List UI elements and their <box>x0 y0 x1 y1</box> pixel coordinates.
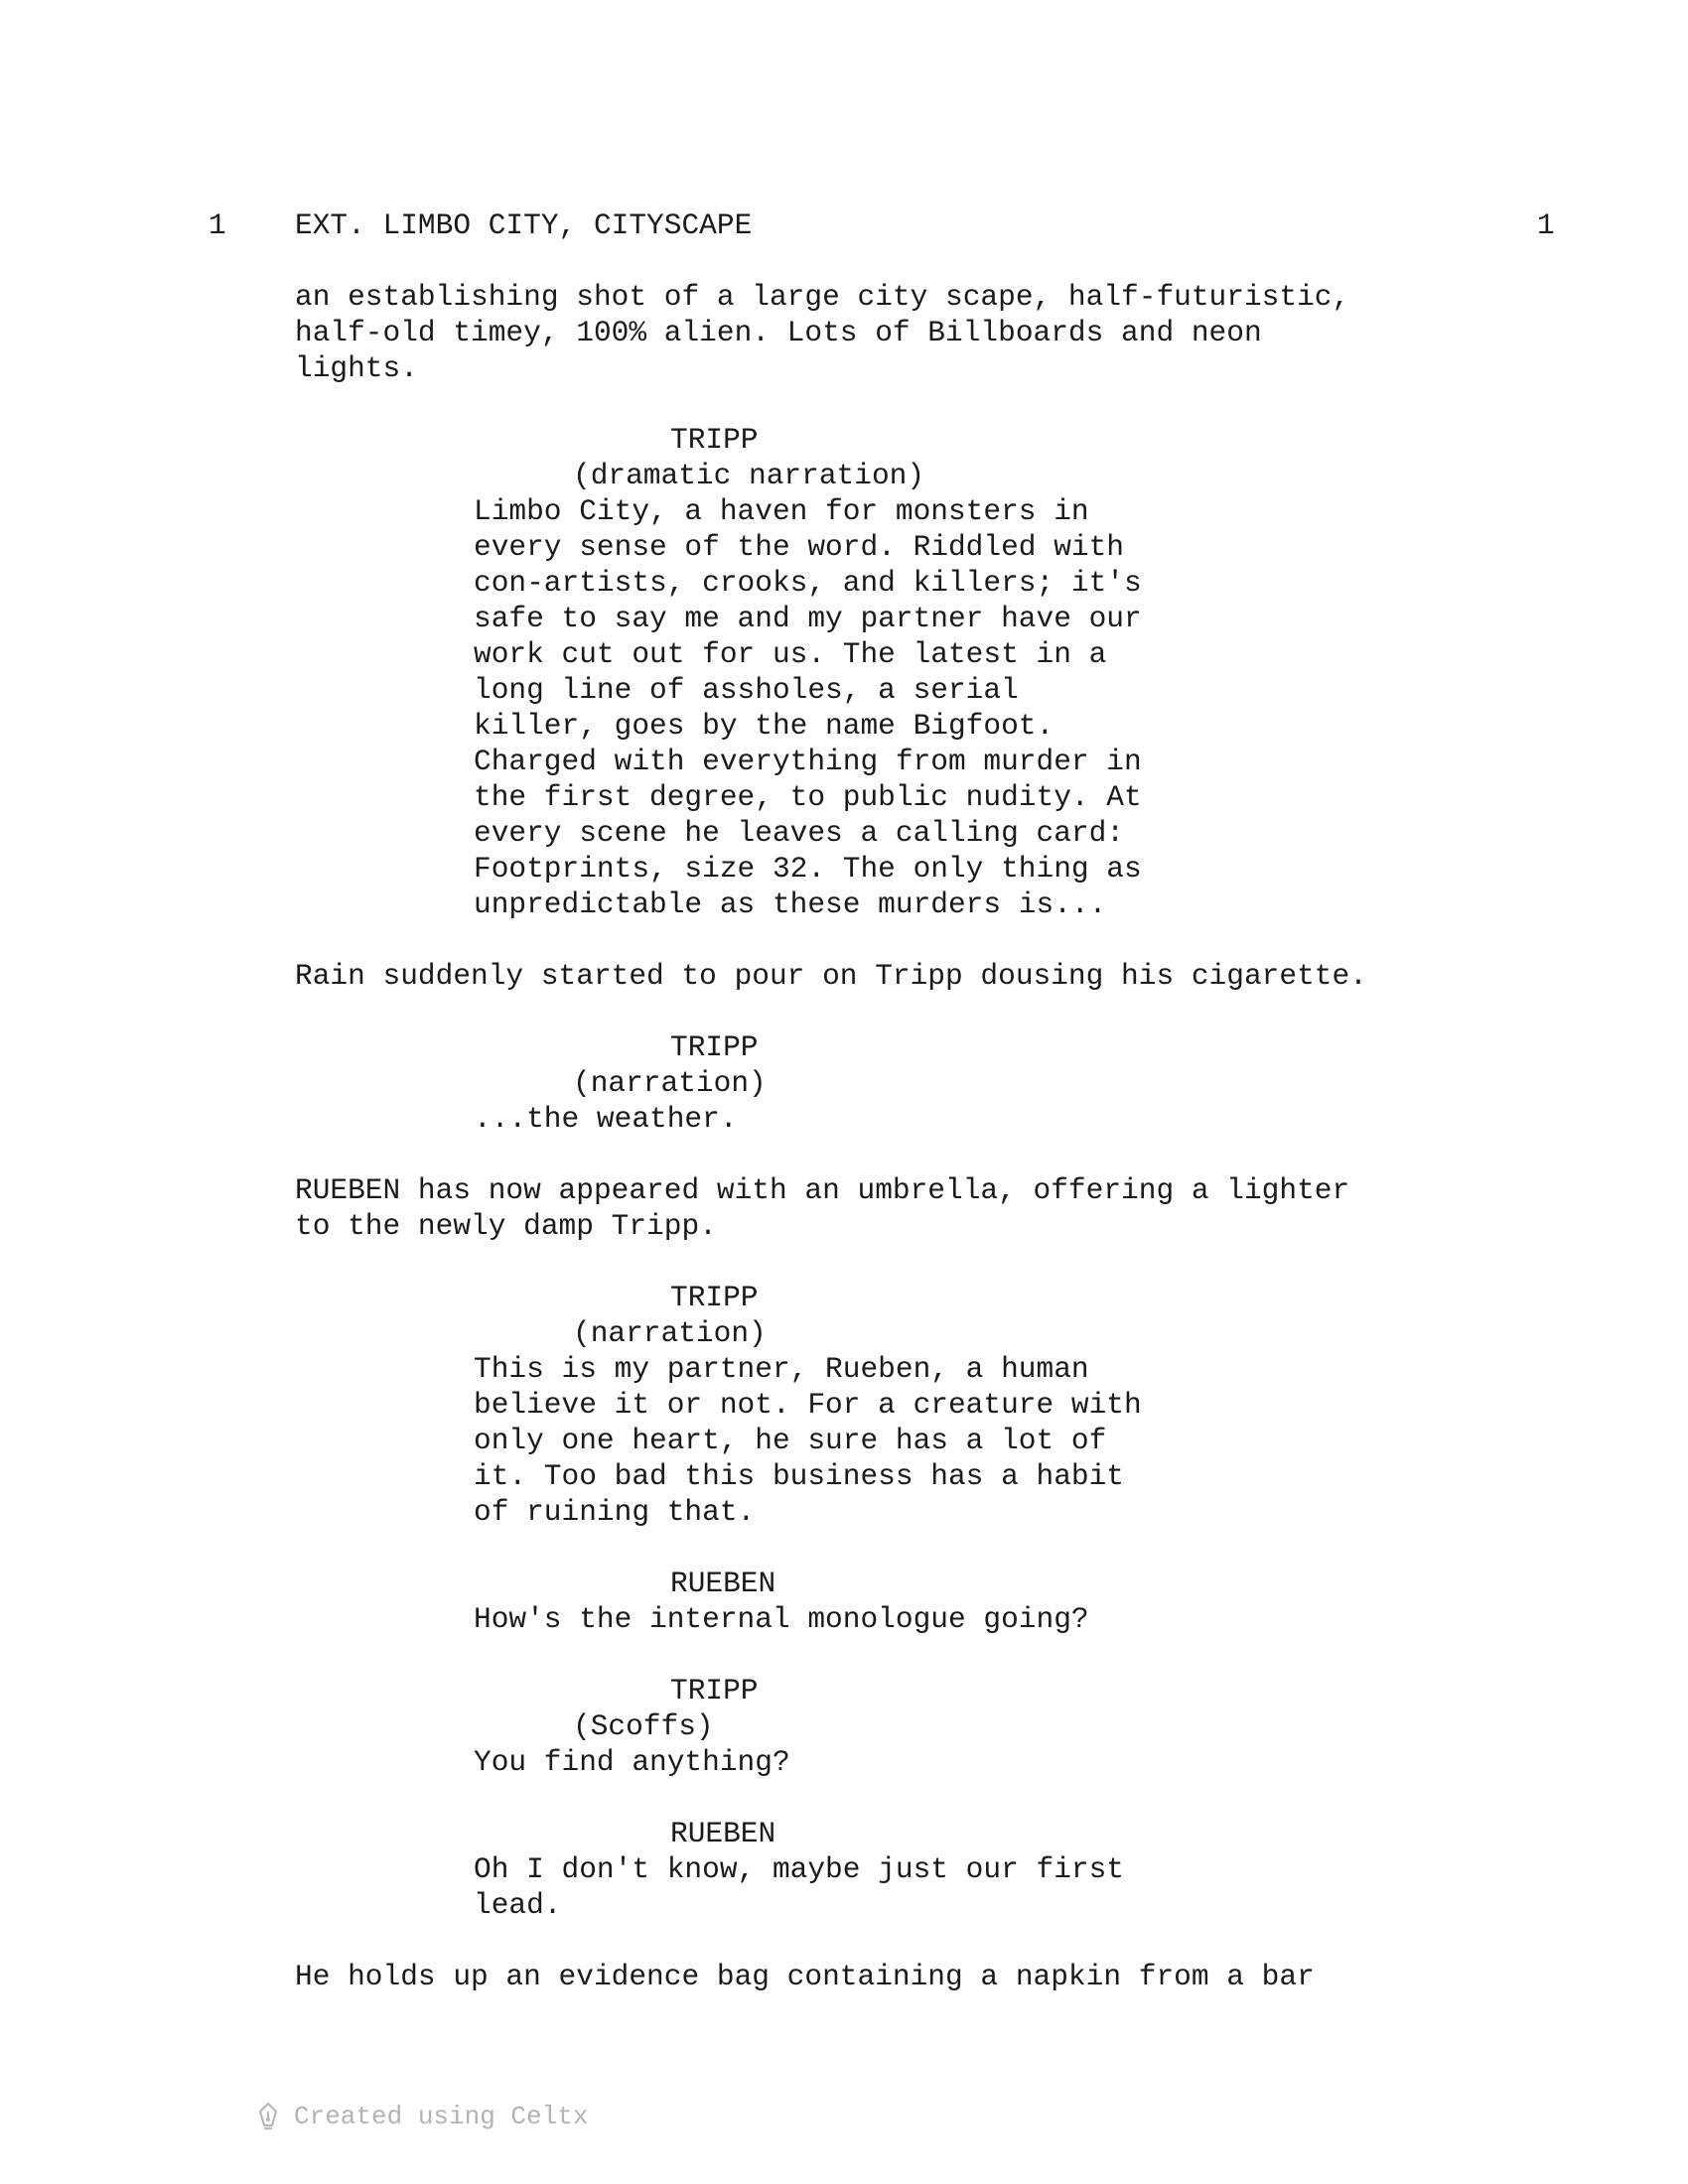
script-line: TRIPP <box>670 1030 759 1064</box>
script-line: TRIPP <box>670 423 759 457</box>
character-name <box>295 422 1506 458</box>
script-line: lead. <box>474 1888 562 1922</box>
blank-line <box>295 1137 1506 1172</box>
scene-number-right: 1 <box>1537 208 1555 242</box>
dialogue-block <box>295 1351 1506 1530</box>
script-line: con-artists, crooks, and killers; it's <box>474 566 1142 600</box>
blank-line <box>295 1244 1506 1280</box>
dialogue-block <box>295 1101 1506 1137</box>
dialogue-block <box>295 493 1506 922</box>
character-name <box>295 1816 1506 1851</box>
footer-text: Created using Celtx <box>294 2102 589 2131</box>
script-line: believe it or not. For a creature with <box>474 1388 1142 1422</box>
script-line: it. Too bad this business has a habit <box>474 1459 1125 1493</box>
script-line: Footprints, size 32. The only thing as <box>474 852 1142 886</box>
blank-line <box>295 1923 1506 1959</box>
script-line: unpredictable as these murders is... <box>474 887 1107 921</box>
script-line: (narration) <box>573 1316 767 1350</box>
action-block <box>295 958 1506 994</box>
script-line: TRIPP <box>670 1281 759 1314</box>
blank-line <box>295 386 1506 422</box>
footer-watermark <box>256 2102 588 2131</box>
script-line: killer, goes by the name Bigfoot. <box>474 709 1055 743</box>
scene-heading: EXT. LIMBO CITY, CITYSCAPE <box>295 208 753 242</box>
blank-line <box>295 994 1506 1029</box>
script-line: long line of assholes, a serial <box>474 673 1019 707</box>
dialogue-block <box>295 1744 1506 1780</box>
script-body <box>295 279 1506 1994</box>
script-line: Oh I don't know, maybe just our first <box>474 1852 1125 1886</box>
script-line: This is my partner, Rueben, a human <box>474 1352 1089 1386</box>
parenthetical <box>295 458 1506 493</box>
script-line: Limbo City, a haven for monsters in <box>474 494 1089 528</box>
script-line: only one heart, he sure has a lot of <box>474 1424 1107 1457</box>
parenthetical <box>295 1708 1506 1744</box>
character-name <box>295 1029 1506 1065</box>
script-line: half-old timey, 100% alien. Lots of Billboards and neon <box>295 316 1262 349</box>
script-line: Charged with everything from murder in <box>474 745 1142 778</box>
script-line: You find anything? <box>474 1745 790 1779</box>
character-name <box>295 1280 1506 1315</box>
script-line: lights. <box>295 351 418 385</box>
blank-line <box>295 1780 1506 1816</box>
blank-line <box>295 922 1506 958</box>
parenthetical <box>295 1315 1506 1351</box>
character-name <box>295 1673 1506 1708</box>
script-line: an establishing shot of a large city scape, half-futuristic, <box>295 280 1350 314</box>
script-line: work cut out for us. The latest in a <box>474 637 1107 671</box>
script-line: every sense of the word. Riddled with <box>474 530 1125 564</box>
script-line: RUEBEN <box>670 1817 776 1850</box>
script-line: RUEBEN <box>670 1567 776 1600</box>
character-name <box>295 1566 1506 1601</box>
script-line: (dramatic narration) <box>573 459 925 492</box>
celtx-pen-nib-icon <box>256 2102 280 2131</box>
parenthetical <box>295 1065 1506 1101</box>
script-line: ...the weather. <box>474 1102 738 1136</box>
blank-line <box>295 1530 1506 1566</box>
script-line: of ruining that. <box>474 1495 756 1529</box>
script-line: Rain suddenly started to pour on Tripp dousing his cigarette. <box>295 959 1367 993</box>
blank-line <box>295 1637 1506 1673</box>
action-block <box>295 1172 1506 1244</box>
dialogue-block <box>295 1601 1506 1637</box>
script-line: How's the internal monologue going? <box>474 1602 1089 1636</box>
action-block <box>295 1959 1506 1994</box>
script-line: RUEBEN has now appeared with an umbrella, offering a lighter <box>295 1173 1350 1207</box>
script-line: TRIPP <box>670 1674 759 1707</box>
script-line: He holds up an evidence bag containing a napkin from a bar <box>295 1960 1315 1993</box>
action-block <box>295 279 1506 386</box>
script-line: to the newly damp Tripp. <box>295 1209 717 1243</box>
scene-number-left: 1 <box>209 208 226 242</box>
script-line: safe to say me and my partner have our <box>474 602 1142 635</box>
script-line: (Scoffs) <box>573 1709 714 1743</box>
dialogue-block <box>295 1851 1506 1923</box>
script-line: the first degree, to public nudity. At <box>474 780 1142 814</box>
script-line: (narration) <box>573 1066 767 1100</box>
script-line: every scene he leaves a calling card: <box>474 816 1125 850</box>
